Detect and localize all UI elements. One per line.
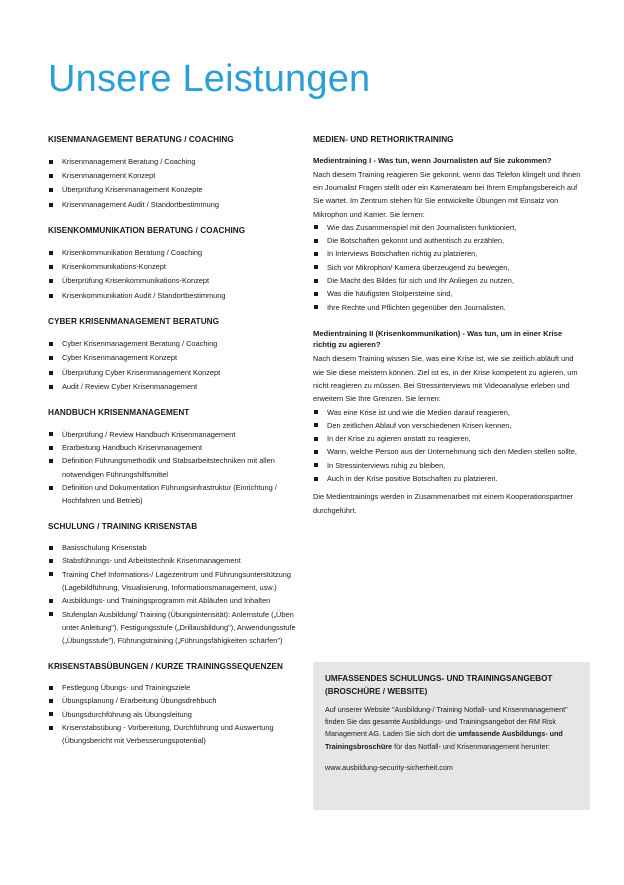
list-item: In Interviews Botschaften richtig zu platzieren, [313, 247, 581, 260]
list-item: Ausbildungs- und Trainingsprogramm mit Abläufen und Inhalten [48, 594, 303, 607]
section-krisenkommunikation-beratung [48, 225, 303, 303]
section-heading: KISENKOMMUNIKATION BERATUNG / COACHING [48, 226, 246, 236]
list-item: Übungsdurchführung als Übungsleitung [48, 708, 303, 721]
section-heading: MEDIEN- UND RETHORIKTRAINING [313, 135, 454, 144]
list-item: Definition Führungsmethodik und Stabsarbeitstechniken mit allen notwendigen Führungshilfsmittel [48, 454, 303, 481]
training-intro: Nach diesem Training wissen Sie, was eine Krise ist, wie sie zeitlich abläuft und wie Sie diese meistern können. Ziel ist es, in der Krise kompetent zu agieren, um nicht reagieren zu müssen. Bei Stressinterviews mit Videoanalyse erleben und erweitern Sie Ihre Grenzen. Sie lernen: [313, 354, 578, 404]
training-outro: Die Medientrainings werden in Zusammenarbeit mit einem Kooperationspartner durchgeführt. [313, 492, 574, 515]
medientraining-1 [313, 155, 581, 314]
list-item: Übungsplanung / Erarbeitung Übungsdrehbuch [48, 694, 303, 707]
list-item: Cyber Krisenmanagement Konzept [48, 351, 303, 365]
training-intro: Nach diesem Training reagieren Sie gekonnt, wenn das Telefon klingelt und Ihnen ein Journalist Fragen stellt oder ein Kamerateam bei Ihrem Empfangsbereich auf Sie wartet. Im Zentrum stehen für Sie entwickelte Übungen mit Einsatz von Mikrophon und Kamer. Sie lernen: [313, 169, 581, 219]
info-box-text-2: für das Notfall- und Krisenmanagement herunter: [392, 741, 550, 751]
section-heading: KRISENSTABSÜBUNGEN / KURZE TRAININGSSEQUENZEN [48, 661, 284, 671]
list-item: In Stressinterviews ruhig zu bleiben, [313, 459, 581, 472]
list-item: Krisenmanagement Audit / Standortbestimmung [48, 198, 303, 212]
list-item: Was die häufigsten Stolpersteine sind, [313, 287, 581, 300]
list-item: Was eine Krise ist und wie die Medien darauf reagieren, [313, 406, 581, 419]
list-item: Auch in der Krise positive Botschaften zu platzieren. [313, 472, 581, 485]
list-item: Basisschulung Krisenstab [48, 541, 303, 554]
list-item: Die Botschaften gekonnt und authentisch zu erzählen, [313, 234, 581, 247]
list-item: Festlegung Übungs- und Trainingsziele [48, 681, 303, 694]
list-item: Überprüfung Krisenkommunikations-Konzept [48, 274, 303, 288]
list-item: Wann, welche Person aus der Unternehmung sich den Medien stellen sollte, [313, 445, 581, 458]
list-item: Krisenstabsübung - Vorbereitung, Durchführung und Auswertung (Übungsbericht mit Verbesserungspotential) [48, 721, 303, 748]
page-title: Unsere Leistungen [48, 58, 371, 100]
list-item: Überprüfung Krisenmanagement Konzepte [48, 183, 303, 197]
section-krisenstabsuebungen [48, 661, 303, 748]
list-item: Stabsführungs- und Arbeitstechnik Krisenmanagement [48, 554, 303, 567]
list-item: Überprüfung Cyber Krisenmanagement Konzept [48, 366, 303, 380]
list-item: Die Macht des Bildes für sich und Ihr Anliegen zu nutzen, [313, 274, 581, 287]
list-item: Den zeitlichen Ablauf von verschiedenen Krisen kennen, [313, 419, 581, 432]
info-box-text-1: Auf unserer Website "Ausbildung-/ Training Notfall- und Krisenmanagement" finden Sie das gesamte Ausbildungs- und Trainingsangebot der RM Risk Management AG. Laden Sie sich dort die [325, 705, 568, 739]
list-item: Krisenkommunikation Audit / Standortbestimmung [48, 289, 303, 303]
section-heading: HANDBUCH KRISENMANAGEMENT [48, 408, 190, 418]
section-schulung-training [48, 521, 303, 648]
left-column [48, 134, 303, 761]
website-link[interactable]: www.ausbildung-security-sicherheit.com [325, 762, 453, 772]
training-subhead: Medientraining II (Krisenkommunikation) - Was tun, um in einer Krise richtig zu agieren? [313, 328, 563, 350]
medientraining-2 [313, 328, 581, 517]
list-item: Krisenmanagement Beratung / Coaching [48, 155, 303, 169]
info-box [313, 662, 590, 810]
list-item: Krisenmanagement Konzept [48, 169, 303, 183]
right-column [313, 134, 581, 531]
list-item: Sich vor Mikrophon/ Kamera überzeugend zu bewegen, [313, 261, 581, 274]
list-item: Wie das Zusammenspiel mit den Journalisten funktioniert, [313, 221, 581, 234]
list-item: Überprüfung / Review Handbuch Krisenmanagement [48, 428, 303, 441]
list-item: Stufenplan Ausbildung/ Training (Übungsintensität): Anlernstufe („Üben unter Anleitung"), Festigungsstufe („Drillausbildung"), Anwendungsstufe („Übungsstufe"), Führungstraining („Führungsfähigkeiten schärfen") [48, 608, 303, 648]
list-item: Erarbeitung Handbuch Krisenmanagement [48, 441, 303, 454]
section-cyber-krisenmanagement [48, 316, 303, 394]
list-item: Ihre Rechte und Pflichten gegenüber den Journalisten. [313, 301, 581, 314]
section-heading: SCHULUNG / TRAINING KRISENSTAB [48, 521, 198, 531]
list-item: Krisenkommunikations-Konzept [48, 260, 303, 274]
section-krisenmanagement-beratung [48, 134, 303, 212]
list-item: Audit / Review Cyber Krisenmanagement [48, 380, 303, 394]
info-box-text-bold: umfassende Ausbildungs- und Trainingsbroschüre [325, 729, 563, 751]
section-heading: KISENMANAGEMENT BERATUNG / COACHING [48, 135, 234, 144]
info-box-heading: UMFASSENDES SCHULUNGS- UND TRAININGSANGEBOT (BROSCHÜRE / WEBSITE) [325, 674, 553, 696]
list-item: In der Krise zu agieren anstatt zu reagieren, [313, 432, 581, 445]
list-item: Training Chef Informations-/ Lagezentrum und Führungsunterstützung (Lagebildführung, Visualisierung, Informationsmanagement, usw.) [48, 568, 303, 595]
section-heading: CYBER KRISENMANAGEMENT BERATUNG [48, 317, 220, 327]
list-item: Cyber Krisenmanagement Beratung / Coaching [48, 337, 303, 351]
list-item: Krisenkommunikation Beratung / Coaching [48, 246, 303, 260]
training-subhead: Medientraining I - Was tun, wenn Journalisten auf Sie zukommen? [313, 155, 552, 165]
list-item: Definition und Dokumentation Führungsinfrastruktur (Einrichtung / Hochfahren und Betrieb) [48, 481, 303, 508]
section-handbuch [48, 407, 303, 507]
info-box-text [325, 704, 578, 753]
